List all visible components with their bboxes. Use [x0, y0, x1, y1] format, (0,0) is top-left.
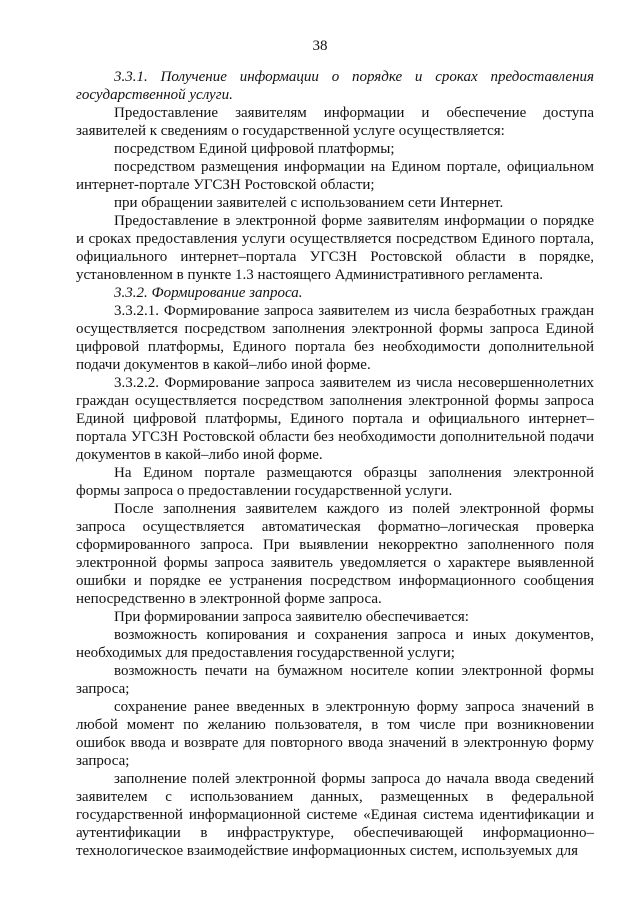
- paragraph: возможность печати на бумажном носителе копии электронной формы запроса;: [76, 663, 594, 697]
- paragraph: возможность копирования и сохранения запроса и иных документов, необходимых для предоставления государственной услуги;: [76, 627, 594, 661]
- paragraph: сохранение ранее введенных в электронную форму запроса значений в любой момент по желанию пользователя, в том числе при возникновении ошибок ввода и возврате для повторного ввода значений в электронную форму запроса;: [76, 699, 594, 769]
- section-heading: 3.3.2. Формирование запроса.: [114, 285, 303, 301]
- paragraph: После заполнения заявителем каждого из полей электронной формы запроса осуществляется автоматическая форматно–логическая проверка сформированного запроса. При выявлении некорректно заполненного поля электронной формы запроса заявитель уведомляется о характере выявленной ошибки и порядке ее устранения посредством информационного сообщения непосредственно в электронной форме запроса.: [76, 501, 594, 607]
- paragraph: На Едином портале размещаются образцы заполнения электронной формы запроса о предоставлении государственной услуги.: [76, 465, 594, 499]
- paragraph: заполнение полей электронной формы запроса до начала ввода сведений заявителем с использованием данных, размещенных в федеральной государственной информационной системе «Единая система идентификации и аутентификации в инфраструктуре, обеспечивающей информационно–технологическое взаимодействие информационных систем, используемых для: [76, 771, 594, 859]
- paragraph: Предоставление в электронной форме заявителям информации о порядке и сроках предоставления услуги осуществляется посредством Единого портала, официального интернет–портала УГСЗН Ростовской области в порядке, установленном в пункте 1.3 настоящего Административного регламента.: [76, 213, 594, 283]
- paragraph: 3.3.2.1. Формирование запроса заявителем из числа безработных граждан осуществляется посредством заполнения электронной формы запроса Единой цифровой платформы, Единого портала без необходимости дополнительной подачи документов в какой–либо иной форме.: [76, 303, 594, 373]
- paragraph: при обращении заявителей с использованием сети Интернет.: [114, 195, 504, 211]
- paragraph: посредством Единой цифровой платформы;: [114, 141, 395, 157]
- paragraph: При формировании запроса заявителю обеспечивается:: [114, 609, 469, 625]
- paragraph: посредством размещения информации на Едином портале, официальном интернет-портале УГСЗН Ростовской области;: [76, 159, 594, 193]
- section-heading: 3.3.1. Получение информации о порядке и сроках предоставления государственной услуги.: [76, 69, 594, 103]
- page-number: 38: [312, 38, 328, 54]
- paragraph: 3.3.2.2. Формирование запроса заявителем из числа несовершеннолетних граждан осуществляется посредством заполнения электронной формы запроса Единой цифровой платформы, Единого портала и официального интернет–портала УГСЗН Ростовской области без необходимости дополнительной подачи документов в какой–либо иной форме.: [76, 375, 594, 463]
- document-body: [76, 68, 594, 860]
- paragraph: Предоставление заявителям информации и обеспечение доступа заявителей к сведениям о государственной услуге осуществляется:: [76, 105, 594, 139]
